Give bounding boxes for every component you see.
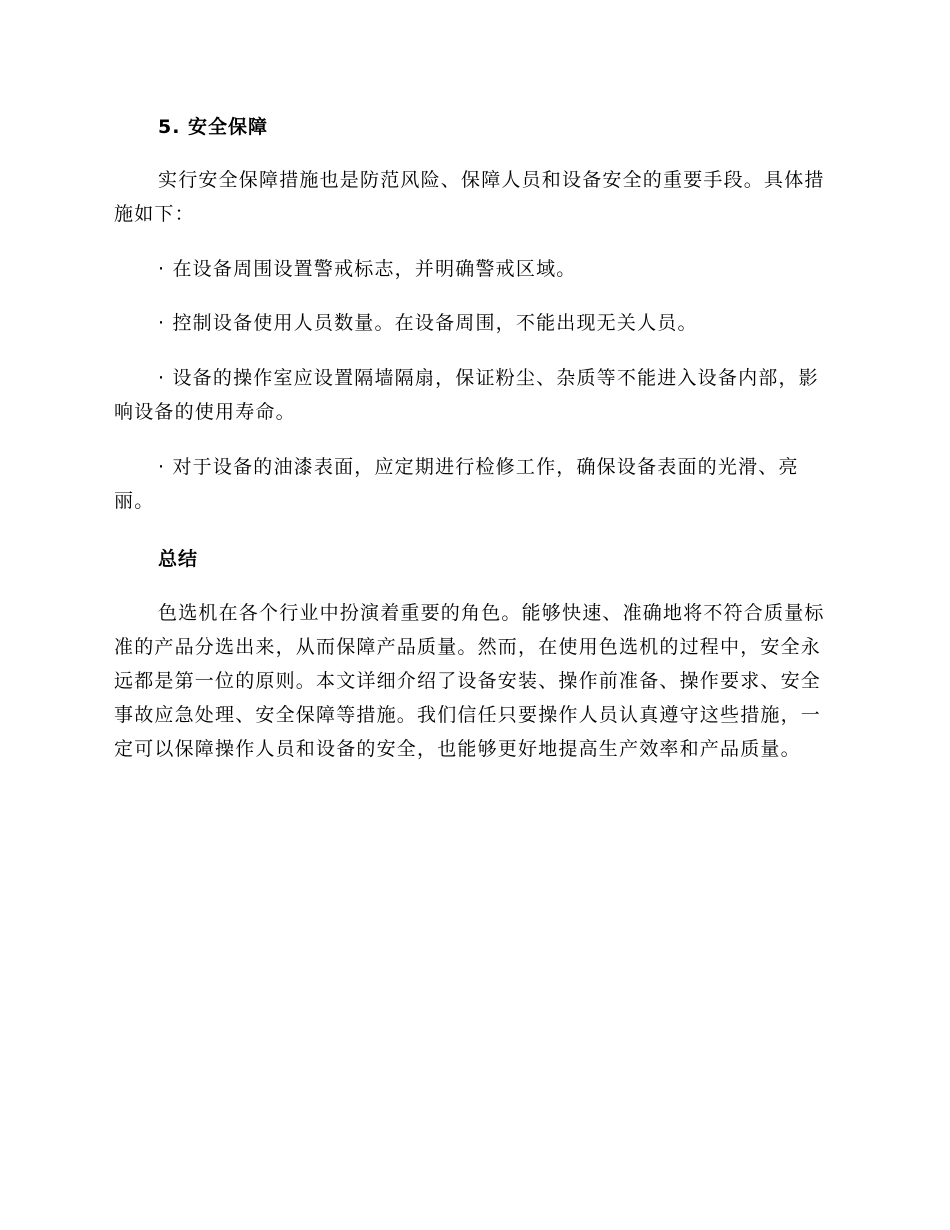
section-heading-safety: 5. 安全保障 [158,116,269,138]
bullet-item-3: · 设备的操作室应设置隔墙隔扇，保证粉尘、杂质等不能进入设备内部，影响设备的使用寿命。 [114,367,819,423]
summary-paragraph: 色选机在各个行业中扮演着重要的角色。能够快速、准确地将不符合质量标准的产品分选出来，从而保障产品质量。然而，在使用色选机的过程中，安全永远都是第一位的原则。本文详细介绍了设备安装、操作前准备、操作要求、安全事故应急处理、安全保障等措施。我们信任只要操作人员认真遵守这些措施，一定可以保障操作人员和设备的安全，也能够更好地提高生产效率和产品质量。 [114,602,825,760]
bullet-item-4: · 对于设备的油漆表面，应定期进行检修工作，确保设备表面的光滑、亮丽。 [114,456,799,512]
section-intro-paragraph: 实行安全保障措施也是防范风险、保障人员和设备安全的重要手段。具体措施如下： [114,169,825,225]
bullet-item-1: · 在设备周围设置警戒标志，并明确警戒区域。 [158,258,577,280]
bullet-item-2: · 控制设备使用人员数量。在设备周围，不能出现无关人员。 [158,312,698,334]
summary-heading: 总结 [158,548,199,570]
